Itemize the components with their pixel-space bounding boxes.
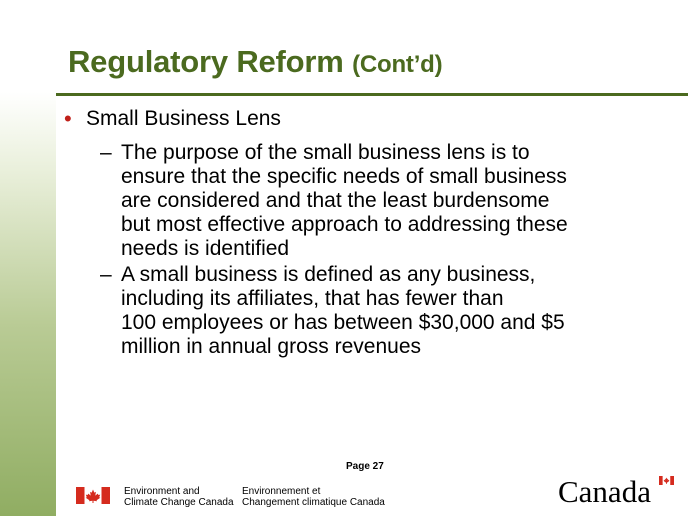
department-name-french bbox=[242, 486, 385, 508]
bullet-marker: • bbox=[64, 106, 72, 131]
sub-bullet-text: The purpose of the small business lens is to ensure that the specific needs of small business are considered and that the least burdensome but most effective approach to addressing these needs is identified bbox=[121, 141, 568, 260]
title-main: Regulatory Reform bbox=[68, 44, 344, 79]
bullet-text: Small Business Lens bbox=[86, 107, 281, 130]
sub-bullet-marker: – bbox=[100, 263, 112, 286]
title-divider bbox=[56, 93, 688, 96]
dept-fr-line1: Environnement et bbox=[242, 486, 321, 497]
side-gradient-bar bbox=[0, 92, 56, 516]
sub-bullet-marker: – bbox=[100, 141, 112, 164]
dept-fr-line2: Changement climatique Canada bbox=[242, 497, 385, 508]
wordmark-text: Canada bbox=[558, 474, 651, 509]
canada-wordmark bbox=[558, 476, 674, 508]
title-sub: (Cont’d) bbox=[352, 51, 443, 78]
canada-flag-icon bbox=[76, 487, 110, 504]
department-name-english bbox=[124, 486, 234, 508]
dept-en-line1: Environment and bbox=[124, 486, 200, 497]
dept-en-line2: Climate Change Canada bbox=[124, 497, 234, 508]
canada-flag-icon bbox=[659, 476, 674, 485]
slide-title bbox=[68, 44, 442, 80]
sub-bullet-text: A small business is defined as any business, including its affiliates, that has fewer than 100 employees or has between $30,000 and $5 million in annual gross revenues bbox=[121, 263, 565, 358]
page-number: Page 27 bbox=[346, 461, 384, 472]
